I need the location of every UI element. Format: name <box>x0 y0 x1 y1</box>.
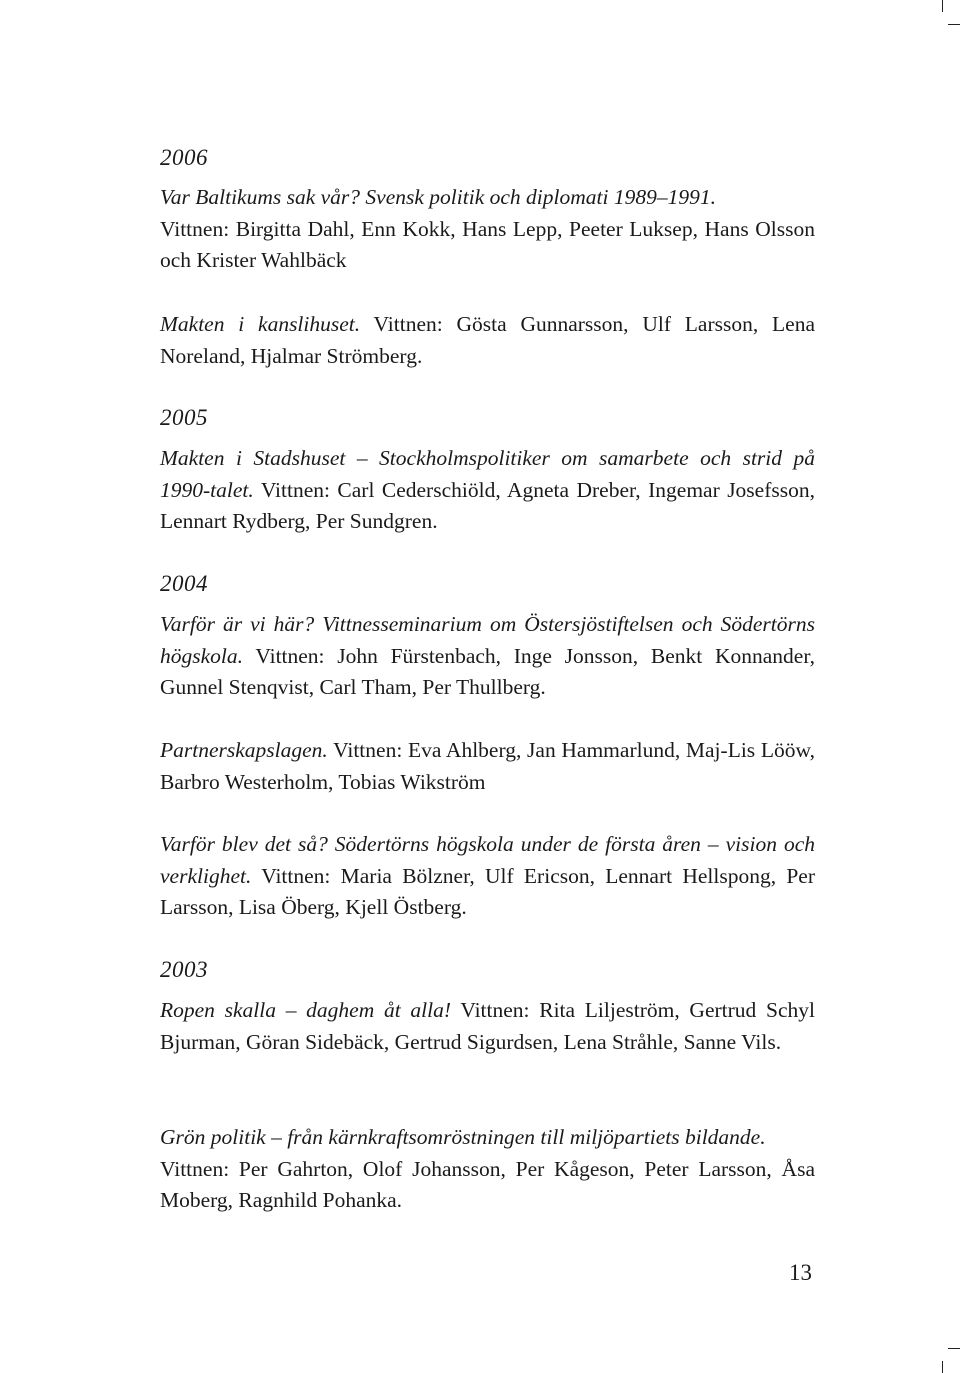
entry-kanslihuset <box>160 309 815 372</box>
entry-witnesses: Vittnen: Per Gahrton, Olof Johansson, Per Kågeson, Peter Larsson, Åsa Moberg, Ragnhild Pohanka. <box>160 1156 815 1212</box>
entry-title: Var Baltikums sak vår? Svensk politik och diplomati 1989–1991. <box>160 185 716 209</box>
entry-witnesses: Vittnen: Gösta Gunnarsson, Ulf Larsson, Lena Noreland, Hjalmar Strömberg. <box>160 312 815 368</box>
entry-stadshuset <box>160 443 815 538</box>
crop-mark-top-right <box>942 0 943 12</box>
entry-witnesses: Vittnen: Rita Liljeström, Gertrud Schyl Bjurman, Göran Sidebäck, Gertrud Sigurdsen, Lena Stråhle, Sanne Vils. <box>160 998 815 1054</box>
year-heading-2004: 2004 <box>160 571 208 596</box>
entry-gron-politik <box>160 1122 815 1217</box>
entry-partnerskapslagen <box>160 735 815 798</box>
crop-mark-bottom-right <box>942 1361 943 1373</box>
entry-title: Partnerskapslagen. <box>160 738 328 762</box>
entry-witnesses: Vittnen: Carl Cederschiöld, Agneta Dreber, Ingemar Josefsson, Lennart Rydberg, Per Sundgren. <box>160 477 815 533</box>
year-heading-2005: 2005 <box>160 405 208 430</box>
entry-title: Makten i kanslihuset. <box>160 312 361 336</box>
crop-mark-right-upper <box>948 24 960 25</box>
entry-witnesses: Vittnen: Birgitta Dahl, Enn Kokk, Hans Lepp, Peeter Luksep, Hans Olsson och Krister Wahlbäck <box>160 216 815 272</box>
entry-witnesses: Vittnen: Maria Bölzner, Ulf Ericson, Lennart Hellspong, Per Larsson, Lisa Öberg, Kjell Östberg. <box>160 863 815 919</box>
year-heading-2003: 2003 <box>160 957 208 982</box>
entry-ropen-skalla <box>160 995 815 1058</box>
entry-title: Varför är vi här? Vittnesseminarium om Östersjöstiftelsen och Södertörns högskola. <box>160 612 815 668</box>
year-heading-2006: 2006 <box>160 145 208 170</box>
entry-witnesses: Vittnen: John Fürstenbach, Inge Jonsson, Benkt Konnander, Gunnel Stenqvist, Carl Tham, Per Thullberg. <box>160 643 815 699</box>
entry-title: Grön politik – från kärnkraftsomröstningen till miljöpartiets bildande. <box>160 1125 766 1149</box>
page-number: 13 <box>789 1260 812 1285</box>
entry-title: Varför blev det så? Södertörns högskola under de första åren – vision och verklighet. <box>160 832 815 888</box>
crop-mark-right-lower <box>948 1348 960 1349</box>
entry-varfor-blev-det-sa <box>160 829 815 924</box>
entry-title: Ropen skalla – daghem åt alla! <box>160 998 452 1022</box>
entry-varfor-ar-vi-har <box>160 609 815 704</box>
entry-baltikum <box>160 182 815 277</box>
entry-witnesses: Vittnen: Eva Ahlberg, Jan Hammarlund, Maj-Lis Lööw, Barbro Westerholm, Tobias Wikström <box>160 738 815 794</box>
entry-title: Makten i Stadshuset – Stockholmspolitiker om samarbete och strid på 1990-talet. <box>160 446 815 502</box>
